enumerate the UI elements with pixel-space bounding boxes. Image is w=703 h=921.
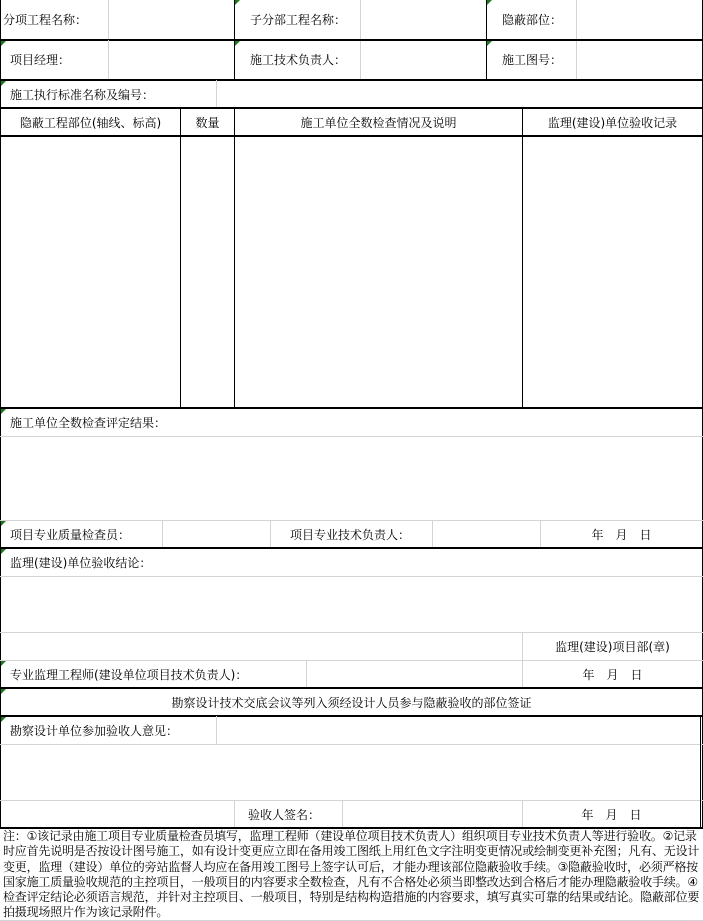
drawing-no-field[interactable] xyxy=(577,41,702,79)
supervision-conclusion-field[interactable] xyxy=(1,577,702,632)
supervision-dept-seal: 监理(建设)项目部(章) xyxy=(555,640,670,654)
supervision-engineer-field[interactable] xyxy=(307,661,522,687)
sub-project-field[interactable] xyxy=(361,0,486,39)
border xyxy=(0,687,703,689)
tech-lead-label: 施工技术负责人： xyxy=(250,53,347,67)
construction-eval-field[interactable] xyxy=(1,437,702,520)
header-construction-check: 施工单位全数检查情况及说明 xyxy=(300,116,457,130)
construction-eval-label: 施工单位全数检查评定结果： xyxy=(10,416,167,430)
design-opinion-field[interactable] xyxy=(1,745,700,800)
standard-label: 施工执行标准名称及编号： xyxy=(10,88,155,102)
grid xyxy=(216,716,217,744)
standard-field[interactable] xyxy=(217,81,702,107)
header-supervision-record: 监理(建设)单位验收记录 xyxy=(547,116,678,130)
comment-marker-icon xyxy=(1,661,6,666)
design-opinion-label: 勘察设计单位参加验收人意见： xyxy=(10,724,179,738)
comment-marker-icon xyxy=(487,41,492,46)
comment-marker-icon xyxy=(235,41,240,46)
supervision-date: 年 月 日 xyxy=(582,668,643,682)
supervision-conclusion-label: 监理(建设)单位验收结论： xyxy=(10,556,152,570)
grid xyxy=(270,520,271,548)
comment-marker-icon xyxy=(1,409,6,414)
construction-eval-date: 年 月 日 xyxy=(591,528,652,542)
tech-lead-field[interactable] xyxy=(361,41,486,79)
construction-check-cell[interactable] xyxy=(235,137,522,407)
header-quantity: 数量 xyxy=(195,116,220,130)
supervision-record-cell[interactable] xyxy=(523,137,702,407)
design-section-title: 勘察设计技术交底会议等列入须经设计人员参与隐蔽验收的部位签证 xyxy=(171,696,532,710)
border xyxy=(0,407,703,409)
comment-marker-icon xyxy=(235,0,240,5)
quality-inspector-label: 项目专业质量检查员： xyxy=(10,528,131,542)
border xyxy=(0,107,703,109)
quality-inspector-field[interactable] xyxy=(163,521,270,547)
quantity-cell[interactable] xyxy=(181,137,234,407)
design-date: 年 月 日 xyxy=(581,808,642,822)
comment-marker-icon xyxy=(1,717,6,722)
header-concealed-location: 隐蔽工程部位(轴线、标高) xyxy=(19,116,162,130)
project-tech-lead-field[interactable] xyxy=(433,521,540,547)
comment-marker-icon xyxy=(1,549,6,554)
notes-text: 注：①该记录由施工项目专业质量检查员填写，监理工程师（建设单位项目技术负责人）组织项目专业技术负责人等进行验收。②记录时应首先说明是否按设计图号施工，如有设计变更应立即在备用竣工图纸上用红色文字注明变更情况或绘制变更补充图；凡有、无设计变更，监理（建设）单位的旁站监督人均应在备用竣工图号上签字认可后，才能办理该部位隐蔽验收手续。③隐蔽验收时，必须严格按国家施工质量验收规范的主控项目，一般项目的内容要求全数检查，凡有不合格处必须当即整改达到合格后才能办理隐蔽验收手续。④检查评定结论必须语言规范，并针对主控项目、一般项目，特别是结构构造措施的内容要求，填写真实可靠的结果或结论。隐蔽部位要拍摄现场照片作为该记录附件。 xyxy=(3,829,700,920)
supervision-engineer-label: 专业监理工程师(建设单位项目技术负责人)： xyxy=(10,668,248,682)
sub-project-label: 子分部工程名称： xyxy=(250,13,347,27)
grid xyxy=(0,520,703,521)
concealed-location-cell[interactable] xyxy=(1,137,180,407)
border xyxy=(700,716,701,828)
drawing-no-label: 施工图号： xyxy=(502,53,563,67)
comment-marker-icon xyxy=(1,521,6,526)
item-name-label: 分项工程名称： xyxy=(3,13,88,27)
item-name-field[interactable] xyxy=(109,0,234,39)
project-manager-label: 项目经理： xyxy=(10,53,71,67)
border xyxy=(0,547,703,549)
project-tech-lead-label: 项目专业技术负责人： xyxy=(290,528,411,542)
comment-marker-icon xyxy=(1,689,6,694)
comment-marker-icon xyxy=(1,41,6,46)
grid xyxy=(0,632,703,633)
border xyxy=(0,715,703,717)
grid xyxy=(234,800,235,828)
comment-marker-icon xyxy=(487,0,492,5)
concealed-part-label: 隐蔽部位： xyxy=(502,13,563,27)
signature-field[interactable] xyxy=(343,801,522,827)
comment-marker-icon xyxy=(1,81,6,86)
concealed-part-field[interactable] xyxy=(577,0,702,39)
project-manager-field[interactable] xyxy=(109,41,234,79)
signature-label: 验收人签名： xyxy=(248,808,321,822)
